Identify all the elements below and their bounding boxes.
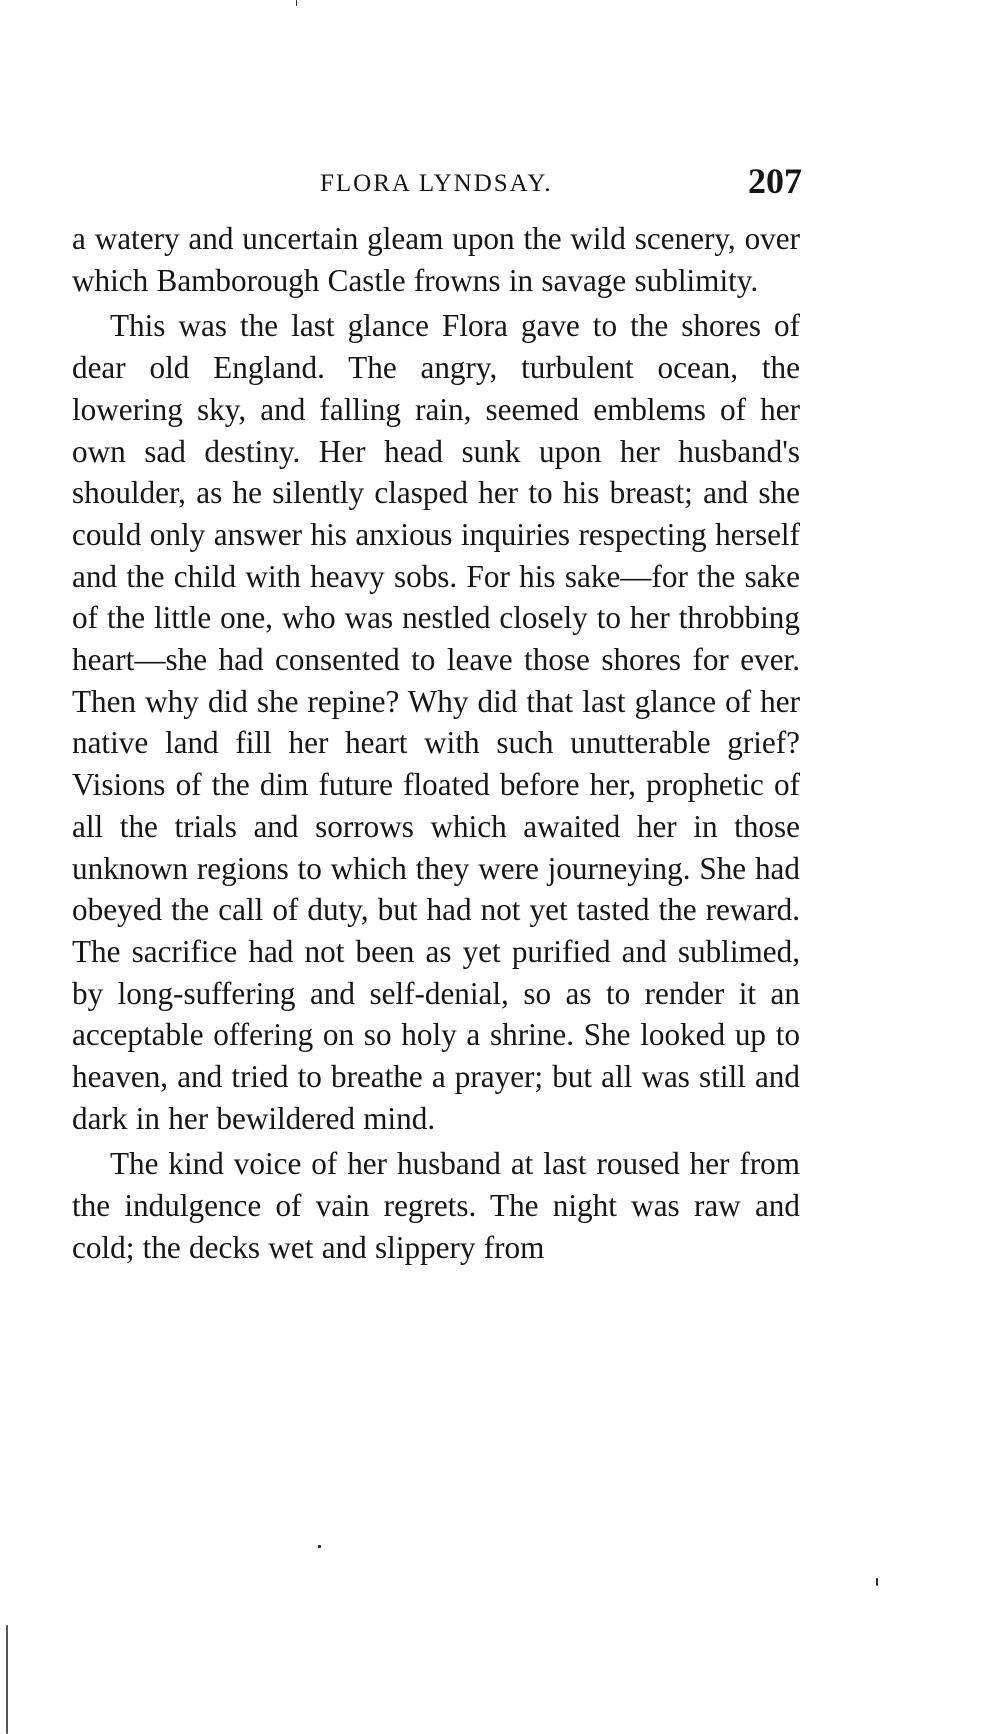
scan-speck xyxy=(6,1625,8,1734)
paragraph: The kind voice of her husband at last roused her from the indulgence of vain regrets. The night was raw and cold; the decks wet and slippery from xyxy=(72,1146,800,1265)
running-title: FLORA LYNDSAY. xyxy=(320,170,553,197)
page-number: 207 xyxy=(748,161,802,201)
running-head xyxy=(70,160,802,210)
scan-speck xyxy=(876,1578,878,1586)
paragraph-continued: a watery and uncertain gleam upon the wild scenery, over which Bamborough Castle frowns in savage sublimity. xyxy=(72,221,800,298)
scan-speck xyxy=(318,1545,321,1548)
scan-speck xyxy=(296,0,297,6)
paragraph: This was the last glance Flora gave to the shores of dear old England. The angry, turbulent ocean, the lowering sky, and falling rain, seemed emblems of her own sad destiny. Her head sunk upon her husband's shoulder, as he silently clasped her to his breast; and she could only answer his anxious inquiries respecting herself and the child with heavy sobs. For his sake—for the sake of the little one, who was nestled closely to her throbbing heart—she had consented to leave those shores for ever. Then why did she repine? Why did that last glance of her native land fill her heart with such unutterable grief? Visions of the dim future floated before her, prophetic of all the trials and sorrows which awaited her in those unknown regions to which they were journeying. She had obeyed the call of duty, but had not yet tasted the reward. The sacrifice had not been as yet purified and sublimed, by long-suffering and self-denial, so as to render it an acceptable offering on so holy a shrine. She looked up to heaven, and tried to breathe a prayer; but all was still and dark in her bewildered mind. xyxy=(72,308,800,1136)
body-text xyxy=(72,218,800,1269)
